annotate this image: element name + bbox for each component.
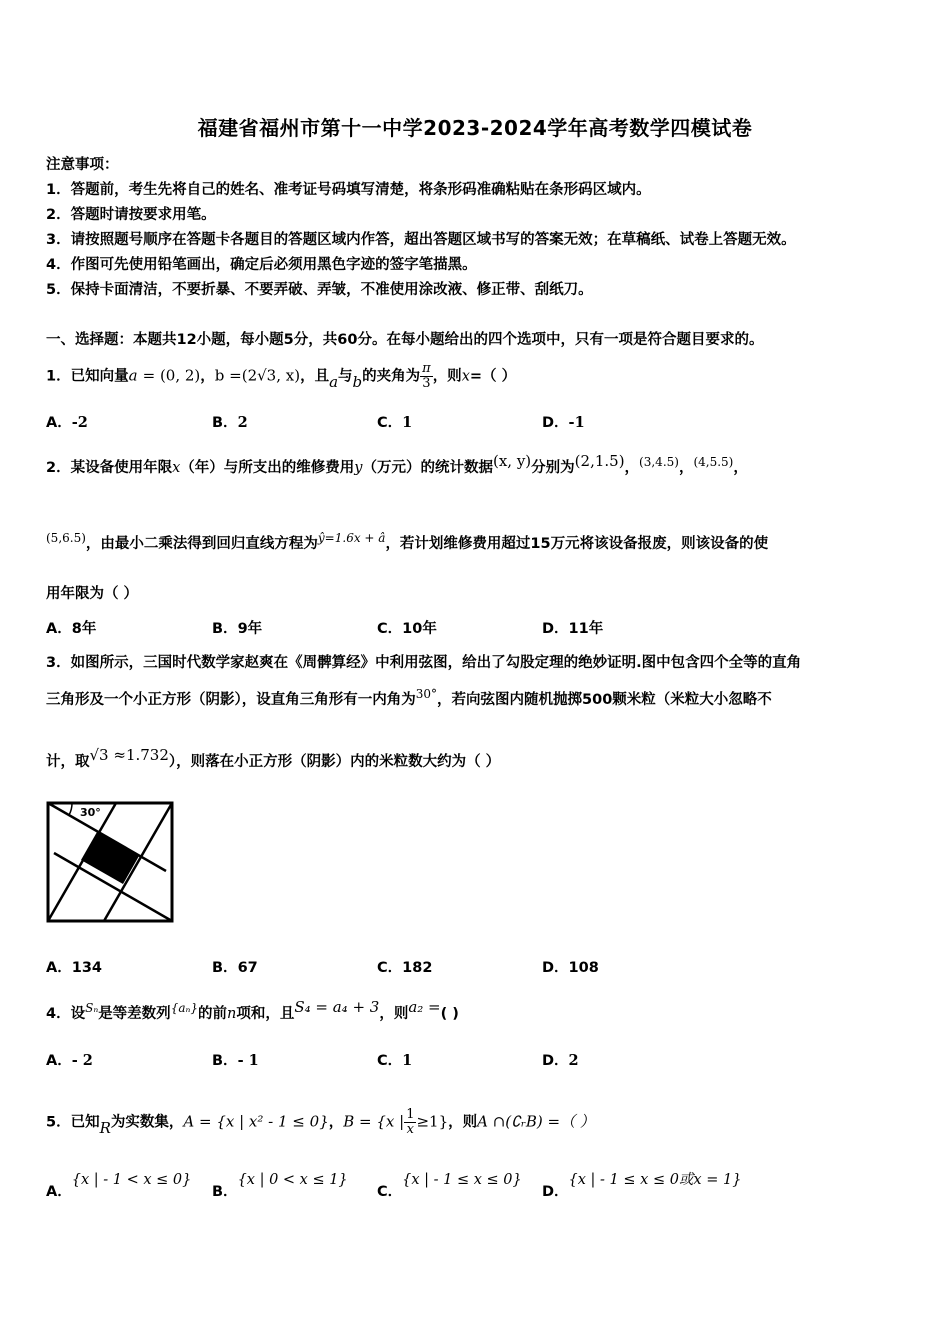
- q1-text: 的夹角为: [362, 368, 421, 385]
- q1-text: 1．已知向量: [46, 368, 129, 385]
- question-5: 5．已知R为实数集，A = {x | x² - 1 ≤ 0}，B = {x | $\frac{1}{x}$ ≥1}，则A ∩(∁ᵣB) =（ ）: [46, 1107, 595, 1137]
- q5-set-b-suffix: ≥1}: [416, 1112, 449, 1131]
- q2-pair: (x, y): [492, 452, 532, 470]
- question-2-line-2: $^{(5,6.5)}$，由最小二乘法得到回归直线方程为$^{ŷ=1.6x + â}$，若计划维修费用超过15万元将该设备报废，则该设备的使: [46, 531, 769, 552]
- q1-b: b: [352, 372, 363, 391]
- q4-option-c: C．1: [377, 1052, 413, 1069]
- notice-item: 2．答题时请按要求用笔。: [46, 207, 216, 223]
- q4-option-a: A．- 2: [46, 1052, 93, 1069]
- q2-data-3: (4,5.5): [693, 455, 734, 469]
- exam-title: 福建省福州市第十一中学2023-2024学年高考数学四模试卷: [197, 116, 753, 140]
- question-3-line-2: 三角形及一个小正方形（阴影），设直角三角形有一内角为$^{30^\circ}$，若向弦图内随机抛掷500颗米粒（米粒大小忽略不: [46, 687, 772, 708]
- q1-text: ，且: [300, 368, 330, 385]
- q5-option-a: A．{x | - 1 < x ≤ 0}: [46, 1172, 192, 1200]
- notice-item: 1．答题前，考生先将自己的姓名、准考证号码填写清楚，将条形码准确粘贴在条形码区域内。: [46, 182, 651, 198]
- q1-a-value: = (0, 2): [142, 366, 201, 385]
- question-2-line-3: 用年限为（ ）: [46, 586, 139, 602]
- q2-option-b: B．9年: [212, 621, 263, 637]
- q4-a2: a₂ =: [408, 998, 441, 1016]
- q1-comma: ，: [200, 368, 215, 385]
- q5-option-d: D．{x | - 1 ≤ x ≤ 0或x = 1}: [542, 1172, 742, 1200]
- q4-sequence: {aₙ}: [170, 1001, 198, 1015]
- q5-option-b: B．{x | 0 < x ≤ 1}: [212, 1172, 348, 1200]
- q3-option-a: A．134: [46, 960, 103, 976]
- q2-option-d: D．11年: [542, 621, 604, 637]
- q2-regression-equation: ŷ=1.6x + â: [317, 531, 386, 545]
- q2-option-c: C．10年: [377, 621, 437, 637]
- angle-arc: [69, 803, 72, 815]
- notice-heading: 注意事项：: [46, 157, 119, 173]
- q5-option-c: C．{x | - 1 ≤ x ≤ 0}: [377, 1172, 522, 1200]
- q1-vector-a: a: [128, 366, 138, 385]
- q2-data-1: (2,1.5): [574, 452, 625, 470]
- notice-item: 4．作图可先使用铅笔画出，确定后必须用黑色字迹的签字笔描黑。: [46, 257, 477, 273]
- q4-option-d: D．2: [542, 1052, 579, 1069]
- q5-expression: A ∩(∁ᵣB) =（ ）: [477, 1112, 595, 1131]
- angle-label: 30°: [80, 806, 101, 819]
- q1-text: 与: [338, 368, 353, 385]
- q2-data-4: (5,6.5): [46, 531, 86, 545]
- q5-r: R: [99, 1118, 111, 1137]
- q1-x: x: [461, 368, 470, 385]
- q3-sqrt-approx: √3 ≈1.732: [89, 746, 169, 764]
- question-1: [46, 362, 516, 391]
- q5-set-b-fraction: $\frac{1}{x}$: [406, 1107, 415, 1137]
- q3-option-b: B．67: [212, 960, 258, 976]
- notice-item: 3．请按照题号顺序在答题卡各题目的答题区域内作答，超出答题区域书写的答案无效；在草稿纸、试卷上答题无效。: [46, 232, 796, 248]
- question-2-line-1: 2．某设备使用年限x（年）与所支出的维修费用y（万元）的统计数据(x, y)分别为(2,1.5)，$^{(3,4.5)}$，$^{(4,5.5)}$，: [46, 452, 748, 476]
- q1-paren: =（ ）: [469, 368, 517, 385]
- q4-sn: Sₙ: [85, 1001, 99, 1015]
- q4-option-b: B．- 1: [212, 1052, 259, 1069]
- q2-option-a: A．8年: [46, 621, 97, 637]
- q5-set-a: A = {x | x² - 1 ≤ 0}: [183, 1112, 329, 1131]
- section-heading: 一、选择题：本题共12小题，每小题5分，共60分。在每小题给出的四个选项中，只有一项是符合题目要求的。: [46, 332, 764, 348]
- q4-equation: S₄ = a₄ + 3: [294, 998, 380, 1016]
- q3-option-c: C．182: [377, 960, 433, 976]
- q1-option-a: A．-2: [46, 414, 88, 431]
- question-3-line-3: 计，取√3 ≈1.732），则落在小正方形（阴影）内的米粒数大约为（ ）: [46, 746, 501, 770]
- question-4: 4．设$^{S_n}$是等差数列$^{\{a_n\}}$的前n项和，且S₄ = a₄ + 3，则a₂ =( ): [46, 998, 459, 1022]
- q1-text: ，则: [432, 368, 462, 385]
- q1-option-d: D．-1: [542, 414, 585, 431]
- q5-set-b-prefix: B = {x |: [343, 1112, 405, 1131]
- chord-diagram: [44, 799, 176, 925]
- q2-data-2: (3,4.5): [639, 455, 679, 469]
- notice-item: 5．保持卡面清洁，不要折暴、不要弄破、弄皱，不准使用涂改液、修正带、刮纸刀。: [46, 282, 593, 298]
- q1-option-b: B．2: [212, 414, 248, 431]
- q1-a: a: [329, 372, 339, 391]
- question-3-line-1: 3．如图所示，三国时代数学家赵爽在《周髀算经》中利用弦图，给出了勾股定理的绝妙证明.图中包含四个全等的直角: [46, 655, 802, 671]
- q1-angle-fraction: $\frac{\pi}{3}$: [422, 361, 431, 391]
- q3-option-d: D．108: [542, 960, 599, 976]
- q1-option-c: C．1: [377, 414, 413, 431]
- q3-angle: 30°: [415, 687, 438, 701]
- q1-b-expr: b =(2√3, x): [214, 366, 301, 385]
